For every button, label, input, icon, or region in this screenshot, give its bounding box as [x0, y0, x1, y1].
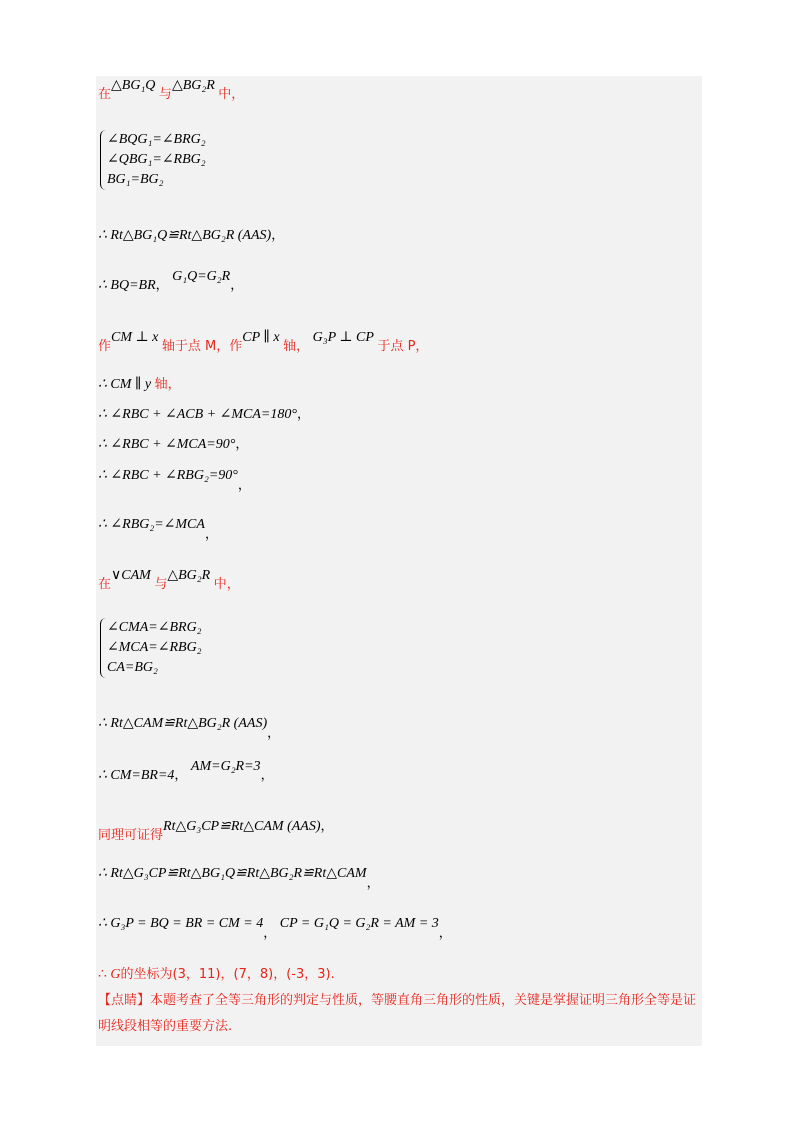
equation-system-2	[100, 618, 202, 678]
line-segment-lengths: ∴ G₃P = BQ = BR = CM = 4， CP = G₁Q = G₂R = AM = 3，	[98, 916, 452, 940]
line-angle-sum-90-b: ∴ ∠RBC + ∠RBG₂=90°，	[98, 468, 251, 492]
line-angle-sum-180: ∴ ∠RBC + ∠ACB + ∠MCA=180°，	[98, 406, 310, 422]
line-triangle-intro-1: 在△BG₁Q 与△BG₂R 中，	[98, 78, 245, 102]
note-tag: 【点睛】	[98, 993, 151, 1008]
system-row: ∠CMA=∠BRG₂	[107, 620, 202, 635]
line-final-answer: ∴ G的坐标为(3，11)，(7，8)，(-3，3).	[98, 967, 335, 982]
line-cm-parallel: ∴ CM ∥ y 轴，	[98, 377, 181, 392]
line-congruence-2: ∴ Rt△CAM≌Rt△BG₂R (AAS)，	[98, 716, 281, 740]
line-equal-segments-2: ∴ CM=BR=4， AM=G₂R=3，	[98, 759, 274, 783]
line-angle-equal: ∴ ∠RBG₂=∠MCA，	[98, 517, 218, 541]
content-panel	[96, 76, 702, 1046]
system-row: BG₁=BG₂	[107, 172, 164, 187]
system-row: ∠BQG₁=∠BRG₂	[107, 132, 206, 147]
system-row: ∠QBG₁=∠RBG₂	[107, 152, 206, 167]
line-equal-segments-1: ∴ BQ=BR， G₁Q=G₂R，	[98, 269, 244, 293]
line-angle-sum-90-a: ∴ ∠RBC + ∠MCA=90°，	[98, 436, 249, 452]
line-all-congruent: ∴ Rt△G₃CP≌Rt△BG₁Q≌Rt△BG₂R≌Rt△CAM，	[98, 866, 380, 890]
line-congruence-1: ∴ Rt△BG₁Q≌Rt△BG₂R (AAS)，	[98, 227, 285, 243]
equation-system-1	[100, 130, 206, 190]
line-triangle-intro-2: 在∨CAM 与△BG₂R 中，	[98, 568, 240, 592]
commentary-note	[98, 988, 698, 1040]
line-construction: 作CM ⊥ x 轴于点 M，作CP ∥ x 轴， G₃P ⊥ CP 于点 P，	[98, 330, 429, 354]
system-row: ∠MCA=∠RBG₂	[107, 640, 202, 655]
line-similarly-proven: 同理可证得Rt△G₃CP≌Rt△CAM (AAS)，	[98, 818, 334, 843]
system-row: CA=BG₂	[107, 660, 158, 675]
note-body: 本题考查了全等三角形的判定与性质，等腰直角三角形的性质，关键是掌握证明三角形全等是证明线段相等的重要方法.	[98, 993, 697, 1034]
